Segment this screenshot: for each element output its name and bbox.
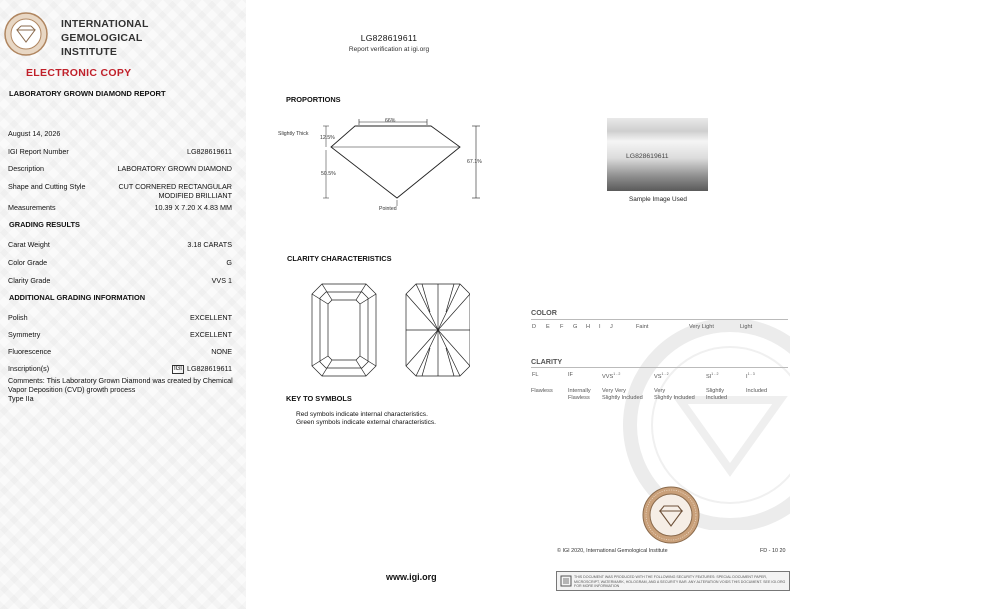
clarity-code-vs-sup: 1 - 2	[661, 372, 669, 376]
electronic-copy-label: ELECTRONIC COPY	[26, 67, 132, 79]
clarity-code-vvs-label: VVS	[602, 373, 614, 380]
shape-label: Shape and Cutting Style	[8, 182, 86, 191]
clarity-desc-vs-line-1: Very	[654, 388, 666, 394]
clarity-desc-si-line-1: Slightly	[706, 388, 725, 394]
girdle-thickness: Slightly Thick	[278, 131, 309, 137]
clarity-code-fl: FL	[532, 372, 539, 378]
color-grade-d: D	[532, 324, 537, 330]
clarity-grade-label: Clarity Grade	[8, 276, 51, 285]
igi-inscription-logo: IGI	[173, 365, 182, 372]
description-value: LABORATORY GROWN DIAMOND	[117, 164, 232, 173]
fluorescence-label: Fluorescence	[8, 347, 52, 356]
description-label: Description	[8, 164, 44, 173]
table-percent: 66%	[385, 118, 396, 124]
diamond-type: Type IIa	[8, 393, 34, 403]
header-report-number: LG828619611	[360, 33, 418, 43]
clarity-scale-divider	[531, 367, 788, 368]
igi-bronze-seal	[642, 486, 700, 544]
clarity-scale-heading: CLARITY	[531, 357, 563, 366]
polish-value: EXCELLENT	[190, 313, 232, 322]
inscription-label: Inscription(s)	[8, 364, 50, 373]
clarity-code-vvs	[602, 372, 620, 380]
color-grade-f: F	[560, 324, 564, 330]
key-green-symbols: Green symbols indicate external characteristics.	[296, 419, 436, 427]
symmetry-value: EXCELLENT	[190, 330, 232, 339]
polish-label: Polish	[8, 313, 28, 322]
report-date: August 14, 2026	[8, 129, 61, 138]
key-red-symbols: Red symbols indicate internal characteristics.	[296, 411, 428, 418]
clarity-desc-si-line-2: Included	[706, 395, 728, 401]
org-name-line-1: INTERNATIONAL	[61, 18, 149, 30]
clarity-code-i-label: I	[746, 373, 748, 380]
security-shield-icon	[560, 575, 572, 587]
color-scale-heading: COLOR	[531, 308, 557, 317]
color-grade-j: J	[610, 324, 613, 330]
key-to-symbols-text	[296, 411, 436, 428]
clarity-desc-if-line-2: Flawless	[568, 395, 590, 401]
clarity-desc-i: Included	[746, 388, 768, 394]
color-grade-label: Color Grade	[8, 258, 48, 267]
clarity-desc-if-line-1: Internally	[568, 388, 591, 394]
color-grade-value: G	[226, 258, 232, 267]
clarity-code-si-label: SI	[706, 373, 712, 380]
measurements-value: 10.39 X 7.20 X 4.83 MM	[154, 203, 232, 212]
inscription-value: LG828619611	[186, 364, 232, 373]
key-to-symbols-heading: KEY TO SYMBOLS	[286, 394, 352, 403]
clarity-desc-vvs	[602, 388, 643, 402]
sample-image-caption: Sample Image Used	[629, 196, 687, 203]
clarity-code-i	[746, 372, 755, 380]
color-grade-h: H	[586, 324, 591, 330]
clarity-characteristics-heading: CLARITY CHARACTERISTICS	[287, 254, 392, 263]
clarity-code-i-sup: 1 - 3	[747, 372, 755, 376]
copyright-notice: © IGI 2020, International Gemological Institute	[557, 548, 668, 554]
measurements-label: Measurements	[8, 203, 56, 212]
color-grade-g: G	[573, 324, 578, 330]
shape-value-line-1: CUT CORNERED RECTANGULAR	[118, 182, 232, 191]
clarity-desc-vvs-line-1: Very Very	[602, 388, 626, 394]
org-name-line-2: GEMOLOGICAL	[61, 32, 143, 44]
clarity-desc-vs-line-2: Slightly Included	[654, 395, 695, 401]
crown-percent: 12.5%	[320, 135, 335, 141]
report-number-label: IGI Report Number	[8, 147, 69, 156]
report-verification: Report verification at igi.org	[348, 46, 430, 53]
clarity-code-vvs-sup: 1 - 2	[613, 372, 621, 376]
color-very-light: Very Light	[689, 324, 714, 330]
org-name-line-3: INSTITUTE	[61, 46, 118, 58]
security-features-text: THIS DOCUMENT WAS PRODUCED WITH THE FOLLOWING SECURITY FEATURES: SPECIAL DOCUMENT PAPER, MICROSCRIPT, WATERMARK, HOLOGRAM, AND A SECURITY BAR. ANY ALTERATION VOIDS THIS DOCUMENT. SEE IGI.ORG FOR MORE INFORMATION	[574, 575, 786, 589]
symmetry-label: Symmetry	[8, 330, 41, 339]
proportions-diagram	[300, 110, 510, 220]
clarity-code-vs	[654, 372, 669, 380]
crown-view-diagram	[312, 284, 376, 376]
clarity-grade-value: VVS 1	[211, 276, 232, 285]
carat-label: Carat Weight	[8, 240, 50, 249]
color-scale-divider	[531, 319, 788, 320]
color-light: Light	[740, 324, 753, 330]
clarity-desc-fl: Flawless	[531, 388, 553, 394]
form-revision: FD - 10 20	[760, 548, 786, 554]
comments-text: Comments: This Laboratory Grown Diamond was created by Chemical Vapor Deposition (CVD) growth process	[8, 376, 233, 394]
shape-row	[8, 182, 232, 202]
depth-percent: 67.1%	[467, 159, 482, 165]
pavilion-percent: 50.5%	[321, 171, 336, 177]
color-faint: Faint	[636, 324, 649, 330]
clarity-desc-si	[706, 388, 727, 402]
shape-value	[118, 182, 232, 200]
clarity-desc-if	[568, 388, 591, 402]
fluorescence-value: NONE	[211, 347, 232, 356]
clarity-plot-diagrams	[310, 282, 470, 378]
shape-value-line-2: MODIFIED BRILLIANT	[158, 191, 232, 200]
clarity-desc-vvs-line-2: Slightly Included	[602, 395, 643, 401]
clarity-code-si-sup: 1 - 2	[711, 372, 719, 376]
report-title: LABORATORY GROWN DIAMOND REPORT	[9, 89, 166, 98]
clarity-code-if: IF	[568, 372, 573, 378]
sample-inscription-text: LG828619611	[626, 153, 669, 160]
grading-results-heading: GRADING RESULTS	[9, 220, 80, 229]
igi-website: www.igi.org	[386, 572, 437, 582]
additional-info-heading: ADDITIONAL GRADING INFORMATION	[9, 293, 146, 302]
comments	[8, 377, 234, 403]
inscription-value-wrap	[172, 364, 232, 374]
clarity-code-si	[706, 372, 719, 380]
clarity-desc-vs	[654, 388, 695, 402]
culet-size: Pointed	[379, 206, 397, 212]
pavilion-view-diagram	[406, 284, 470, 376]
color-grade-i: I	[599, 324, 601, 330]
clarity-code-vs-label: VS	[654, 373, 662, 380]
carat-value: 3.18 CARATS	[187, 240, 232, 249]
color-grade-e: E	[546, 324, 550, 330]
proportions-heading: PROPORTIONS	[286, 95, 341, 104]
igi-watermark	[610, 320, 790, 530]
report-number-value: LG828619611	[186, 147, 232, 156]
